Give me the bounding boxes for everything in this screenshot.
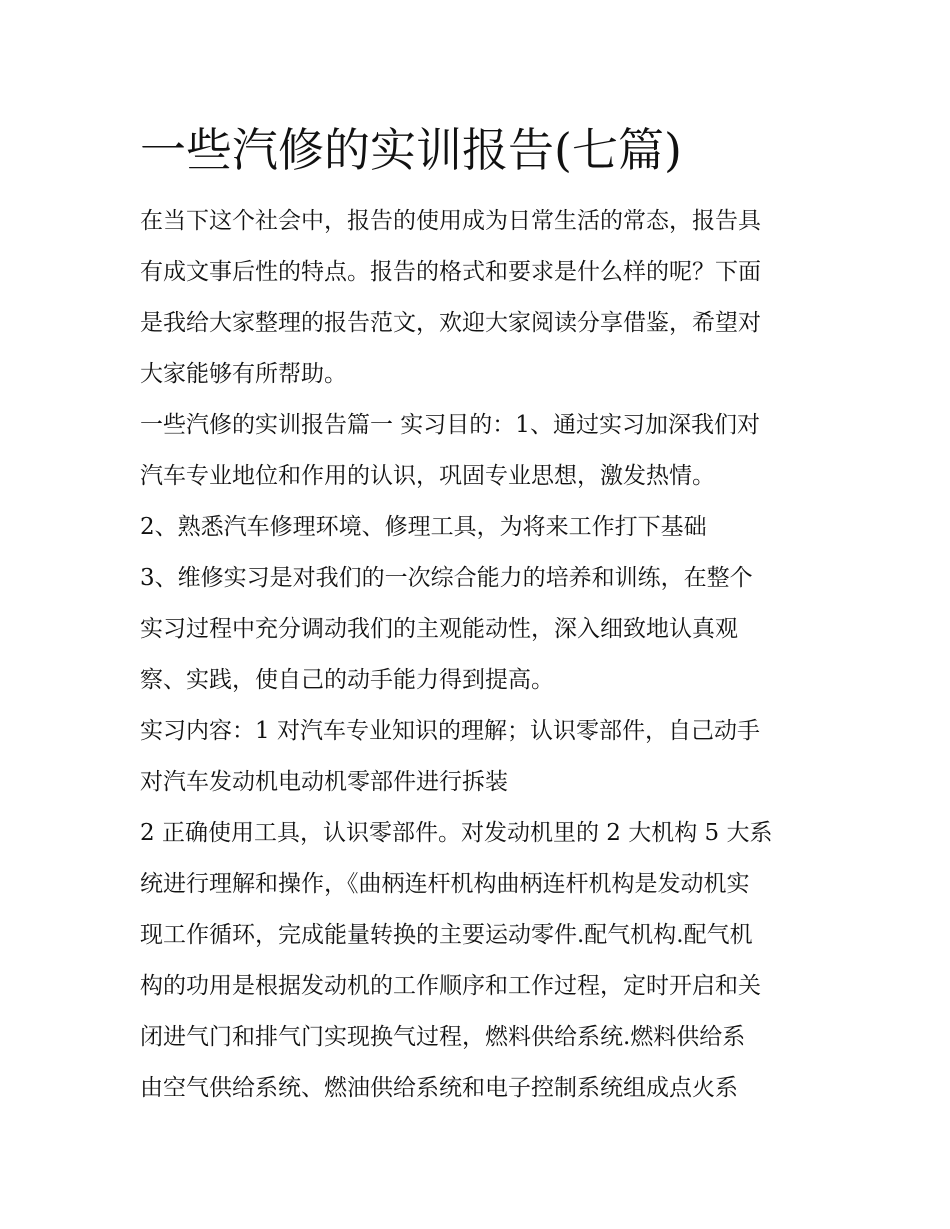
paragraph-line: 由空气供给系统、燃油供给系统和电子控制系统组成点火系	[140, 1075, 738, 1101]
paragraph-line: 对汽车发动机电动机零部件进行拆装	[140, 769, 508, 795]
paragraph-line: 实习过程中充分调动我们的主观能动性，深入细致地认真观	[140, 616, 738, 642]
paragraph-line: 一些汽修的实训报告篇一 实习目的：1、通过实习加深我们对	[140, 412, 760, 438]
paragraph-line: 2、熟悉汽车修理环境、修理工具，为将来工作打下基础	[140, 514, 707, 540]
paragraph-line: 大家能够有所帮助。	[140, 361, 347, 387]
paragraph-line: 现工作循环，完成能量转换的主要运动零件.配气机构.配气机	[140, 922, 753, 948]
paragraph-list	[140, 196, 820, 1114]
document-body	[140, 118, 820, 1114]
paragraph-line: 有成文事后性的特点。报告的格式和要求是什么样的呢？下面	[140, 259, 761, 285]
paragraph-line: 2 正确使用工具，认识零部件。对发动机里的 2 大机构 5 大系	[140, 820, 773, 846]
body-paragraph	[140, 196, 820, 400]
paragraph-line: 统进行理解和操作，《曲柄连杆机构曲柄连杆机构是发动机实	[140, 871, 750, 897]
paragraph-line: 汽车专业地位和作用的认识，巩固专业思想，激发热情。	[140, 463, 715, 489]
paragraph-line: 闭进气门和排气门实现换气过程，燃料供给系统.燃料供给系	[140, 1024, 746, 1050]
body-paragraph	[140, 400, 820, 502]
paragraph-line: 实习内容：1 对汽车专业知识的理解；认识零部件，自己动手	[140, 718, 760, 744]
body-paragraph	[140, 706, 820, 808]
body-paragraph	[140, 502, 820, 553]
body-paragraph	[140, 808, 820, 1114]
paragraph-line: 构的功用是根据发动机的工作顺序和工作过程，定时开启和关	[140, 973, 761, 999]
paragraph-line: 是我给大家整理的报告范文，欢迎大家阅读分享借鉴，希望对	[140, 310, 761, 336]
paragraph-line: 在当下这个社会中，报告的使用成为日常生活的常态，报告具	[140, 208, 761, 234]
paragraph-line: 察、实践，使自己的动手能力得到提高。	[140, 667, 554, 693]
paragraph-line: 3、维修实习是对我们的一次综合能力的培养和训练，在整个	[140, 565, 753, 591]
body-paragraph	[140, 553, 820, 706]
document-title: 一些汽修的实训报告(七篇)	[140, 123, 682, 177]
